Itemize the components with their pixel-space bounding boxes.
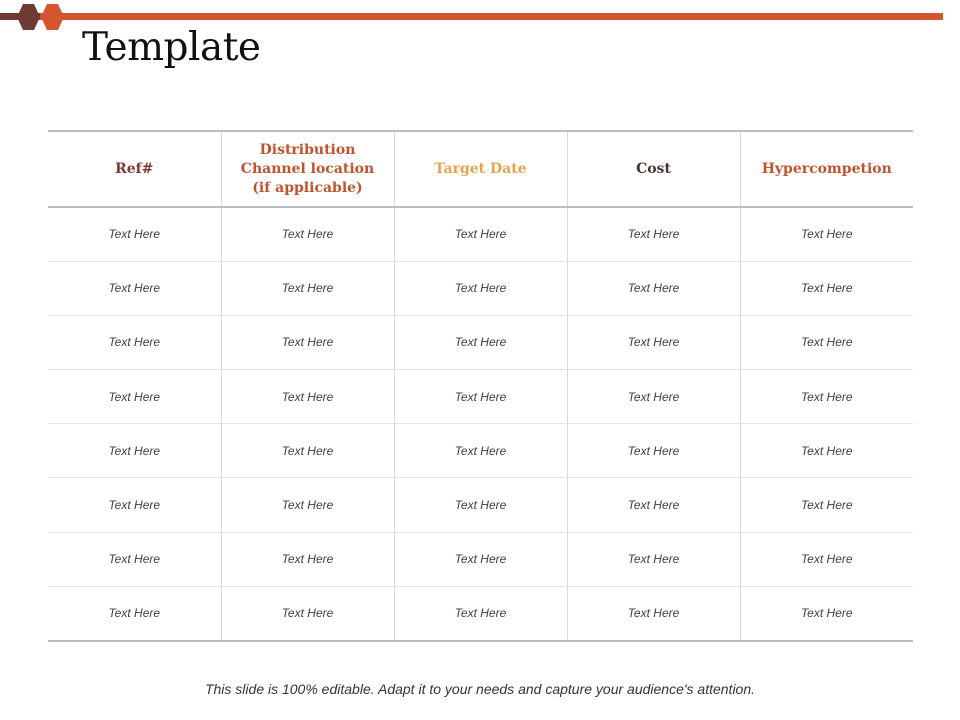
table-row xyxy=(48,586,913,640)
table-body xyxy=(48,207,913,641)
table-cell: Text Here xyxy=(221,315,394,369)
table-cell: Text Here xyxy=(394,315,567,369)
top-accent-bar-orange xyxy=(40,13,943,20)
table-cell: Text Here xyxy=(48,207,221,261)
table-row xyxy=(48,478,913,532)
table-cell: Text Here xyxy=(48,370,221,424)
table-row xyxy=(48,261,913,315)
table-cell: Text Here xyxy=(740,532,913,586)
template-table-container xyxy=(48,130,913,642)
table-cell: Text Here xyxy=(567,207,740,261)
footer-note: This slide is 100% editable. Adapt it to your needs and capture your audience's attention. xyxy=(204,681,756,697)
hexagon-orange xyxy=(41,4,64,30)
table-row xyxy=(48,315,913,369)
table-header-row xyxy=(48,131,913,207)
table-cell: Text Here xyxy=(740,207,913,261)
table-cell: Text Here xyxy=(394,207,567,261)
template-table xyxy=(48,130,913,642)
table-cell: Text Here xyxy=(48,478,221,532)
header-ref: Ref# xyxy=(48,131,221,207)
table-cell: Text Here xyxy=(48,586,221,640)
table-cell: Text Here xyxy=(740,424,913,478)
table-cell: Text Here xyxy=(567,261,740,315)
table-row xyxy=(48,370,913,424)
table-cell: Text Here xyxy=(394,478,567,532)
table-cell: Text Here xyxy=(221,370,394,424)
table-cell: Text Here xyxy=(48,315,221,369)
table-cell: Text Here xyxy=(48,424,221,478)
table-cell: Text Here xyxy=(221,478,394,532)
header-hypercompetion: Hypercompetion xyxy=(740,131,913,207)
table-cell: Text Here xyxy=(740,370,913,424)
table-cell: Text Here xyxy=(567,315,740,369)
table-cell: Text Here xyxy=(48,532,221,586)
table-cell: Text Here xyxy=(394,424,567,478)
table-cell: Text Here xyxy=(394,370,567,424)
table-cell: Text Here xyxy=(740,261,913,315)
hexagon-dark xyxy=(17,4,40,30)
hexagon-pair-icon xyxy=(15,2,77,32)
table-cell: Text Here xyxy=(48,261,221,315)
header-distribution-channel: Distribution Channel location (if applicable) xyxy=(221,131,394,207)
table-cell: Text Here xyxy=(394,532,567,586)
table-cell: Text Here xyxy=(740,586,913,640)
table-row xyxy=(48,207,913,261)
slide-title: Template xyxy=(82,25,261,70)
table-cell: Text Here xyxy=(221,424,394,478)
table-row xyxy=(48,424,913,478)
header-target-date: Target Date xyxy=(394,131,567,207)
table-cell: Text Here xyxy=(221,261,394,315)
table-cell: Text Here xyxy=(567,370,740,424)
table-cell: Text Here xyxy=(567,478,740,532)
table-cell: Text Here xyxy=(567,532,740,586)
header-cost: Cost xyxy=(567,131,740,207)
table-cell: Text Here xyxy=(567,424,740,478)
table-cell: Text Here xyxy=(394,586,567,640)
table-cell: Text Here xyxy=(221,586,394,640)
table-cell: Text Here xyxy=(740,315,913,369)
table-cell: Text Here xyxy=(567,586,740,640)
table-cell: Text Here xyxy=(394,261,567,315)
table-cell: Text Here xyxy=(221,207,394,261)
table-cell: Text Here xyxy=(740,478,913,532)
table-cell: Text Here xyxy=(221,532,394,586)
top-accent-bar xyxy=(0,13,943,20)
table-row xyxy=(48,532,913,586)
